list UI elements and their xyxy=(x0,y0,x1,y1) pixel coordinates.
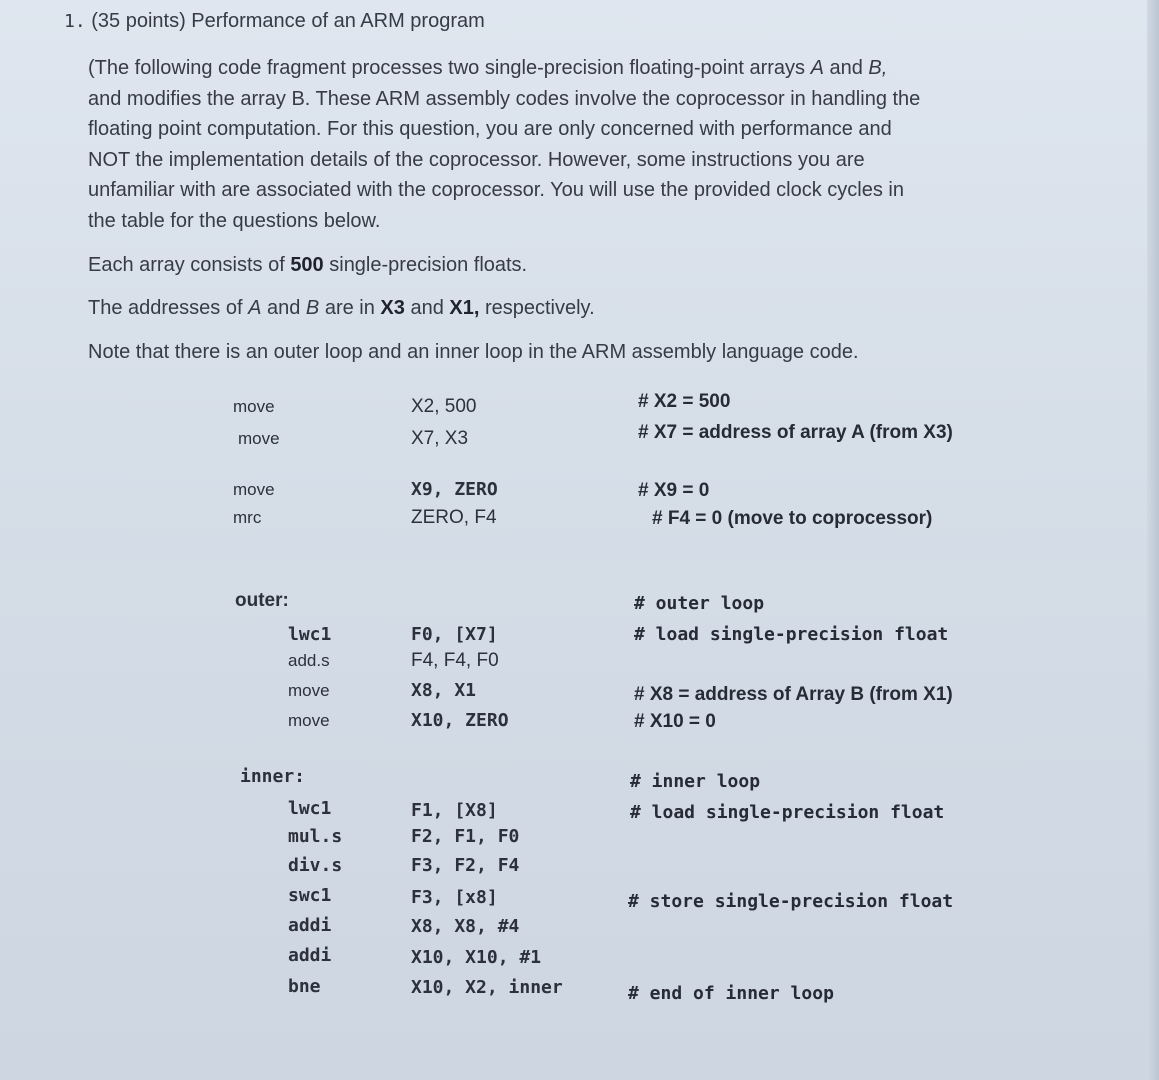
instr-op: div.s xyxy=(288,855,343,876)
intro-line-4: NOT the implementation details of the coprocessor. However, some instructions you are xyxy=(88,149,865,171)
intro-line-6: the table for the questions below. xyxy=(88,210,381,232)
instr-op: lwc1 xyxy=(288,798,332,819)
inner-label: inner: xyxy=(240,766,306,787)
intro-line-3: floating point computation. For this question, you are only concerned with performance and xyxy=(88,118,892,140)
instr-args: X8, X1 xyxy=(411,680,477,701)
intro-text: respectively. xyxy=(479,297,595,319)
instr-comment: # F4 = 0 (move to coprocessor) xyxy=(652,508,933,529)
intro-line-2: and modifies the array B. These ARM assembly codes involve the coprocessor in handling the xyxy=(88,88,921,110)
instr-args: ZERO, F4 xyxy=(411,507,497,528)
problem-heading xyxy=(64,10,485,33)
instr-op: move xyxy=(233,480,275,499)
intro-line-1 xyxy=(88,53,887,84)
instr-comment: # load single-precision float xyxy=(630,802,945,823)
problem-title: (35 points) Performance of an ARM program xyxy=(91,10,485,32)
array-b-name: B xyxy=(305,297,320,319)
problem-number: 1. xyxy=(64,11,86,32)
instr-args: X7, X3 xyxy=(411,428,469,449)
address-note xyxy=(88,293,595,324)
intro-text: and xyxy=(404,297,450,319)
instr-comment: # end of inner loop xyxy=(628,983,834,1004)
instr-args: F0, [X7] xyxy=(411,624,498,645)
instr-args: F2, F1, F0 xyxy=(411,826,520,847)
instr-args: X8, X8, #4 xyxy=(411,916,520,937)
instr-args: F3, [x8] xyxy=(411,887,498,908)
instr-op: move xyxy=(288,711,330,730)
instr-op: swc1 xyxy=(288,885,332,906)
instr-op: move xyxy=(238,429,280,448)
instr-comment: # X2 = 500 xyxy=(638,391,731,412)
instr-op: bne xyxy=(288,976,321,997)
instr-op: mrc xyxy=(233,508,262,527)
instr-comment: # store single-precision float xyxy=(628,891,954,912)
instr-args: F3, F2, F4 xyxy=(411,855,520,876)
instr-args: F1, [X8] xyxy=(411,800,498,821)
instr-op: addi xyxy=(288,945,332,966)
array-a-name: A xyxy=(248,297,262,319)
intro-text: The addresses of xyxy=(88,297,249,319)
instr-comment: # X10 = 0 xyxy=(634,711,716,732)
instr-args: X2, 500 xyxy=(411,396,477,417)
outer-comment: # outer loop xyxy=(634,593,765,614)
instr-op: move xyxy=(233,397,275,416)
loop-note: Note that there is an outer loop and an inner loop in the ARM assembly language code. xyxy=(88,341,859,363)
instr-op: addi xyxy=(288,915,332,936)
instr-op: add.s xyxy=(288,651,330,670)
instr-args: X10, X10, #1 xyxy=(411,947,542,968)
outer-label: outer: xyxy=(235,590,289,611)
instr-op: mul.s xyxy=(288,826,343,847)
intro-text: and xyxy=(261,297,306,319)
instr-op: move xyxy=(288,681,330,700)
array-size-value: 500 xyxy=(290,254,324,276)
inner-comment: # inner loop xyxy=(630,771,761,792)
intro-text: and xyxy=(823,57,869,79)
intro-text: single-precision floats. xyxy=(323,254,528,276)
intro-line-5: unfamiliar with are associated with the coprocessor. You will use the provided clock cycles in xyxy=(88,179,904,201)
register-x3: X3 xyxy=(380,297,405,319)
instr-op: lwc1 xyxy=(288,624,332,645)
intro-text: (The following code fragment processes two single-precision floating-point arrays xyxy=(88,57,811,79)
instr-comment: # load single-precision float xyxy=(634,624,949,645)
instr-args: X10, ZERO xyxy=(411,710,509,731)
instr-args: X9, ZERO xyxy=(411,479,498,500)
intro-text: are in xyxy=(319,297,381,319)
array-b-name: B, xyxy=(868,57,888,79)
instr-comment: # X9 = 0 xyxy=(638,480,710,501)
instr-args: F4, F4, F0 xyxy=(411,650,499,671)
array-a-name: A xyxy=(810,57,824,79)
page-edge-shadow xyxy=(1147,0,1159,1080)
array-size-note xyxy=(88,250,527,281)
instr-args: X10, X2, inner xyxy=(411,977,563,998)
instr-comment: # X7 = address of array A (from X3) xyxy=(638,422,953,443)
instr-comment: # X8 = address of Array B (from X1) xyxy=(634,684,953,705)
intro-text: Each array consists of xyxy=(88,254,291,276)
register-x1: X1, xyxy=(449,297,480,319)
